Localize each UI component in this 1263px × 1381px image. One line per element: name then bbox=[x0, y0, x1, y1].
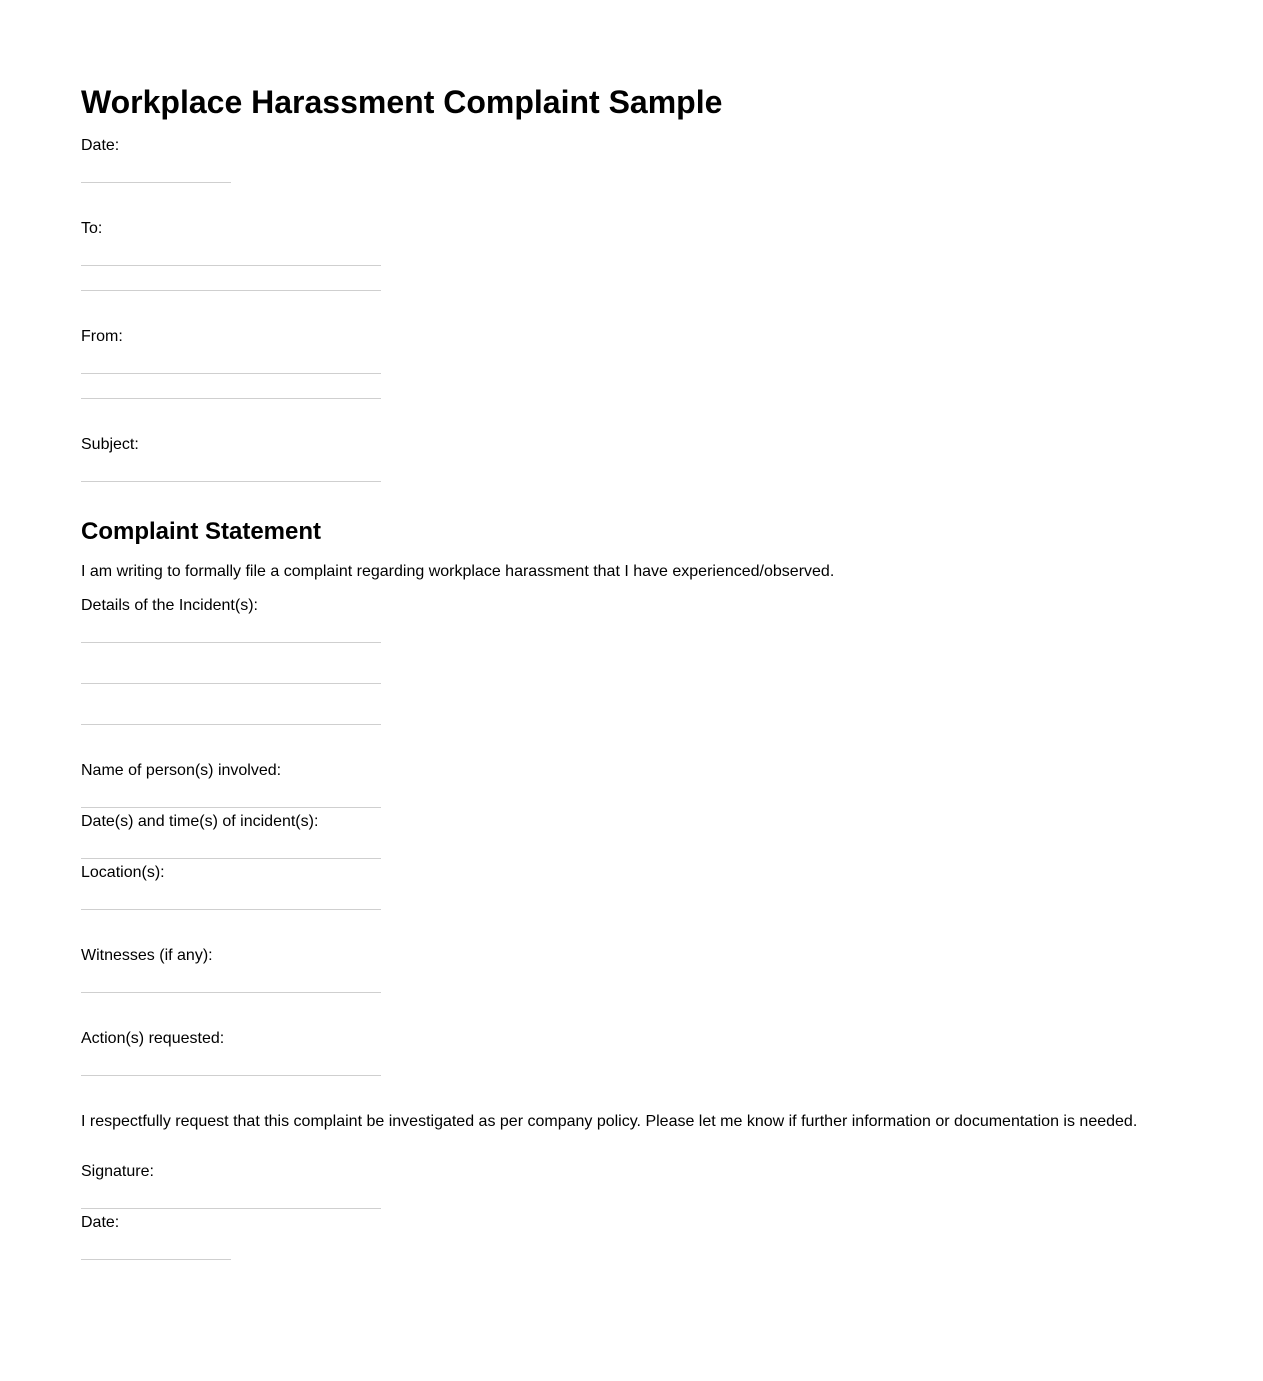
from-label: From: bbox=[81, 328, 123, 345]
actions-field[interactable] bbox=[81, 1075, 381, 1076]
section-heading: Complaint Statement bbox=[81, 518, 322, 545]
signature-date-label: Date: bbox=[81, 1214, 120, 1231]
signature-date-field[interactable] bbox=[81, 1259, 231, 1260]
details-field-line-2[interactable] bbox=[81, 683, 381, 684]
details-field-line-3[interactable] bbox=[81, 724, 381, 725]
to-field-line-2[interactable] bbox=[81, 290, 381, 291]
subject-field[interactable] bbox=[81, 481, 381, 482]
persons-field[interactable] bbox=[81, 807, 381, 808]
subject-label: Subject: bbox=[81, 436, 139, 453]
from-field-line-1[interactable] bbox=[81, 373, 381, 374]
date-field[interactable] bbox=[81, 182, 231, 183]
to-field-line-1[interactable] bbox=[81, 265, 381, 266]
date-label: Date: bbox=[81, 137, 120, 154]
to-label: To: bbox=[81, 220, 103, 237]
persons-label: Name of person(s) involved: bbox=[81, 762, 282, 779]
datetime-field[interactable] bbox=[81, 858, 381, 859]
from-field-line-2[interactable] bbox=[81, 398, 381, 399]
datetime-label: Date(s) and time(s) of incident(s): bbox=[81, 813, 319, 830]
signature-field[interactable] bbox=[81, 1208, 381, 1209]
witnesses-label: Witnesses (if any): bbox=[81, 947, 213, 964]
actions-label: Action(s) requested: bbox=[81, 1030, 225, 1047]
location-field[interactable] bbox=[81, 909, 381, 910]
intro-paragraph: I am writing to formally file a complaint regarding workplace harassment that I have experienced/observed. bbox=[81, 563, 835, 580]
witnesses-field[interactable] bbox=[81, 992, 381, 993]
closing-paragraph: I respectfully request that this complaint be investigated as per company policy. Please let me know if further information or documentation is needed. bbox=[81, 1113, 1138, 1130]
details-field-line-1[interactable] bbox=[81, 642, 381, 643]
details-label: Details of the Incident(s): bbox=[81, 597, 258, 614]
location-label: Location(s): bbox=[81, 864, 165, 881]
signature-label: Signature: bbox=[81, 1163, 154, 1180]
page-title: Workplace Harassment Complaint Sample bbox=[81, 84, 723, 120]
